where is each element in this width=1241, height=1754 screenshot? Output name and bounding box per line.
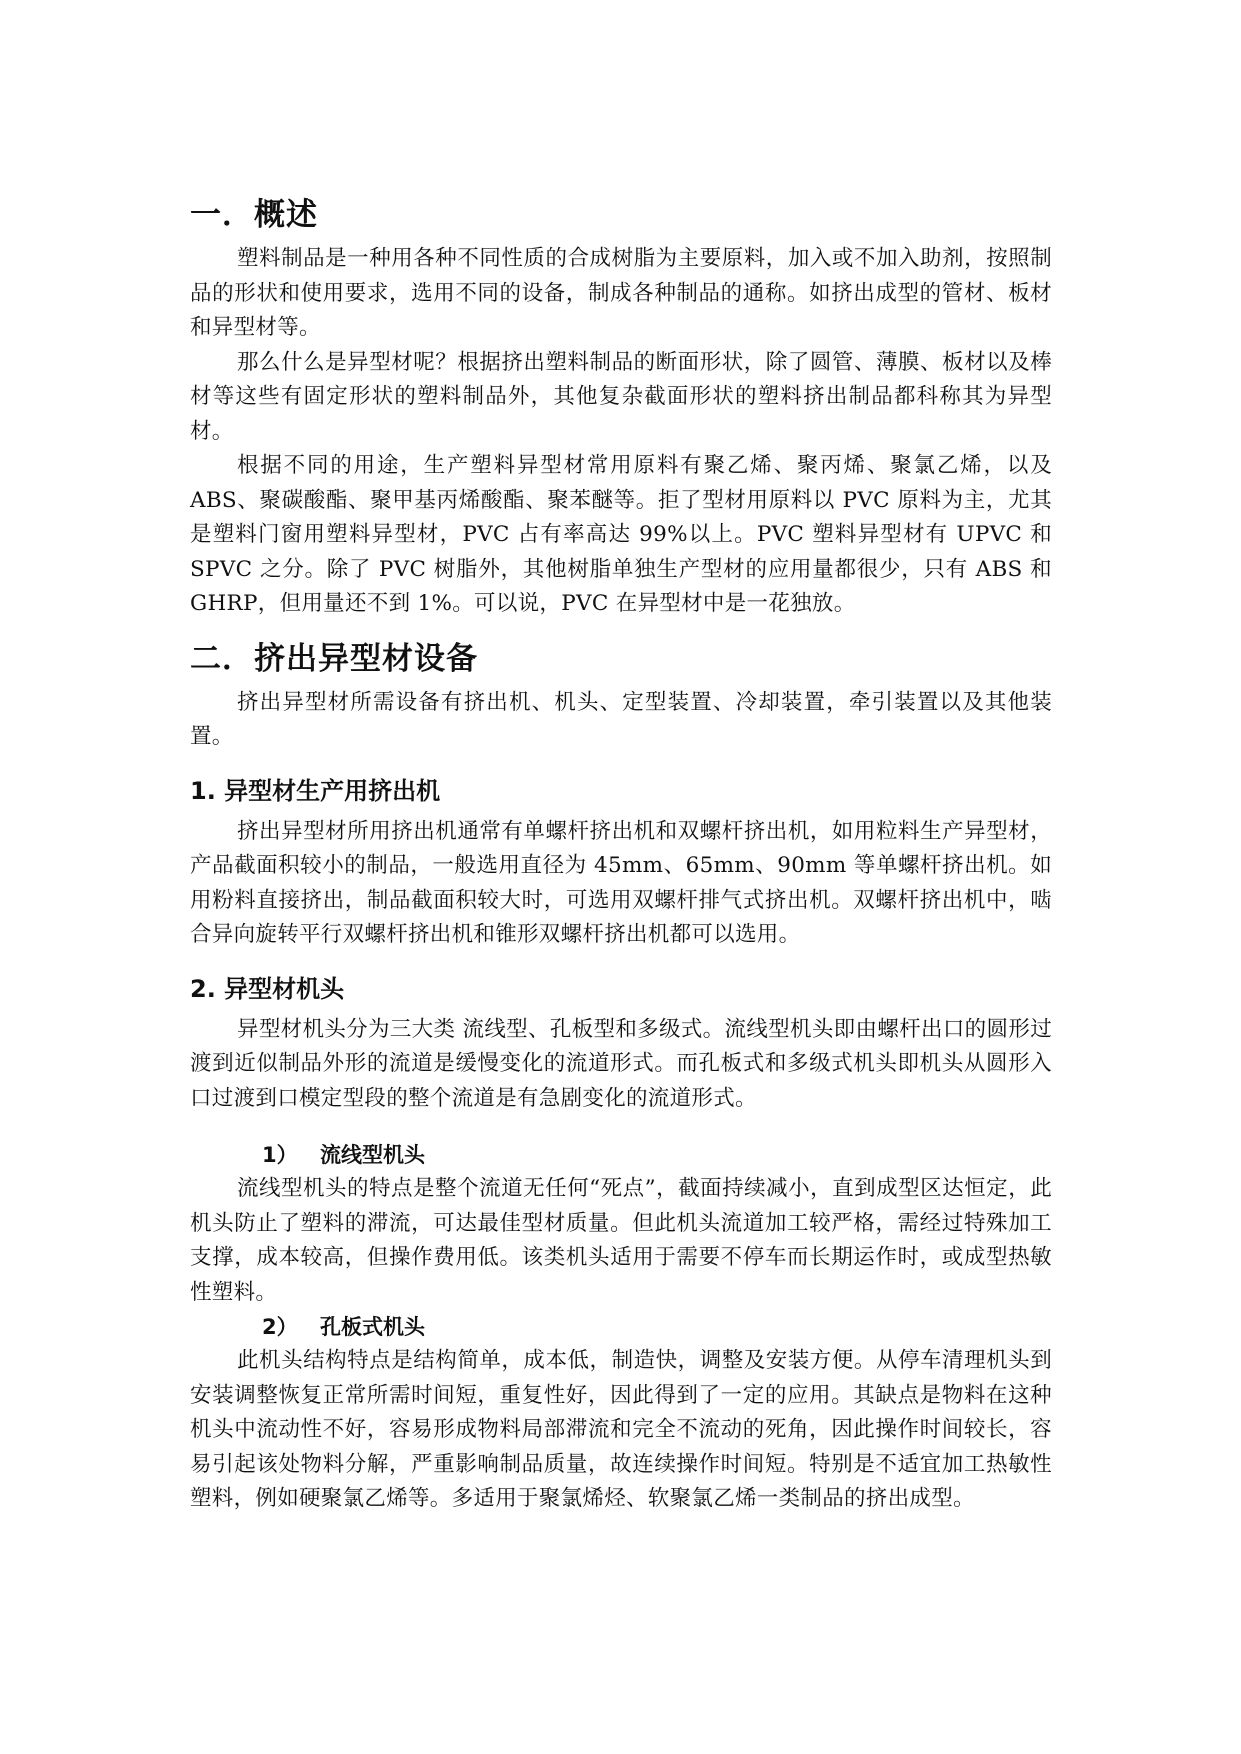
item-heading-orifice-die	[190, 1310, 1052, 1344]
item-heading-streamline-die	[190, 1138, 1052, 1172]
item-title: 孔板式机头	[320, 1315, 425, 1339]
paragraph: 挤出异型材所需设备有挤出机、机头、定型装置、冷却装置，牵引装置以及其他装置。	[190, 689, 1052, 749]
subsection-heading-die: 2. 异型材机头	[190, 974, 345, 1003]
section-heading-equipment: 二．挤出异型材设备	[190, 640, 478, 677]
item-number: 2）	[262, 1315, 298, 1339]
paragraph: 此机头结构特点是结构简单，成本低，制造快，调整及安装方便。从停车清理机头到安装调整恢复正常所需时间短，重复性好，因此得到了一定的应用。其缺点是物料在这种机头中流动性不好，容易形成物料局部滞流和完全不流动的死角，因此操作时间较长，容易引起该处物料分解，严重影响制品质量，故连续操作时间短。特别是不适宜加工热敏性塑料，例如硬聚氯乙烯等。多适用于聚氯烯烃、软聚氯乙烯一类制品的挤出成型。	[190, 1348, 1052, 1511]
paragraph: 异型材机头分为三大类 流线型、孔板型和多级式。流线型机头即由螺杆出口的圆形过渡到近似制品外形的流道是缓慢变化的流道形式。而孔板式和多级式机头即机头从圆形入口过渡到口模定型段的整个流道是有急剧变化的流道形式。	[190, 1016, 1052, 1111]
paragraph: 根据不同的用途，生产塑料异型材常用原料有聚乙烯、聚丙烯、聚氯乙烯，以及 ABS、聚碳酸酯、聚甲基丙烯酸酯、聚苯醚等。拒了型材用原料以 PVC 原料为主，尤其是塑料门窗用塑料异型材，PVC 占有率高达 99%以上。PVC 塑料异型材有 UPVC 和 SPVC 之分。除了 PVC 树脂外，其他树脂单独生产型材的应用量都很少，只有 ABS 和 GHRP，但用量还不到 1%。可以说，PVC 在异型材中是一花独放。	[190, 453, 1052, 616]
paragraph: 挤出异型材所用挤出机通常有单螺杆挤出机和双螺杆挤出机，如用粒料生产异型材，产品截面积较小的制品，一般选用直径为 45mm、65mm、90mm 等单螺杆挤出机。如用粉料直接挤出，制品截面积较大时，可选用双螺杆排气式挤出机。双螺杆挤出机中，啮合异向旋转平行双螺杆挤出机和锥形双螺杆挤出机都可以选用。	[190, 818, 1052, 947]
paragraph: 塑料制品是一种用各种不同性质的合成树脂为主要原料，加入或不加入助剂，按照制品的形状和使用要求，选用不同的设备，制成各种制品的通称。如挤出成型的管材、板材和异型材等。	[190, 246, 1052, 340]
paragraph: 流线型机头的特点是整个流道无任何“死点”，截面持续减小，直到成型区达恒定，此机头防止了塑料的滞流，可达最佳型材质量。但此机头流道加工较严格，需经过特殊加工支撑，成本较高，但操作费用低。该类机头适用于需要不停车而长期运作时，或成型热敏性塑料。	[190, 1176, 1052, 1305]
item-number: 1）	[262, 1143, 298, 1167]
item-title: 流线型机头	[320, 1143, 425, 1167]
paragraph: 那么什么是异型材呢？根据挤出塑料制品的断面形状，除了圆管、薄膜、板材以及棒材等这些有固定形状的塑料制品外，其他复杂截面形状的塑料挤出制品都科称其为异型材。	[190, 349, 1052, 444]
section-heading-overview: 一．概述	[190, 197, 318, 233]
subsection-heading-extruder: 1. 异型材生产用挤出机	[190, 776, 441, 805]
document-page	[190, 192, 1052, 1517]
